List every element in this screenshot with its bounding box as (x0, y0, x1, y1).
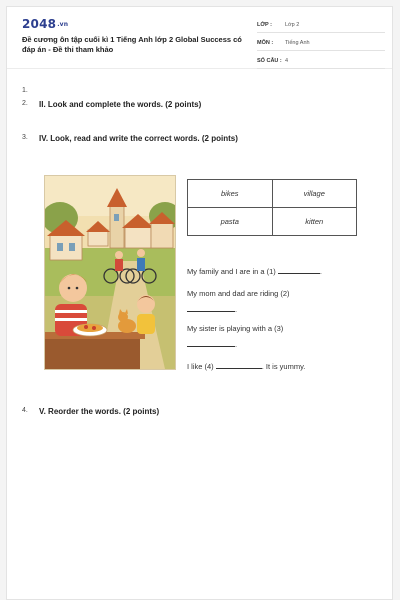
sentence-text: I like (4) (187, 362, 214, 371)
sentence-3-line (187, 338, 237, 349)
sentence-end: . (235, 305, 238, 314)
document-header (7, 7, 392, 69)
document-title: Đề cương ôn tập cuối kì 1 Tiếng Anh lớp 2 Global Success có đáp án - Đề thi tham khảo (22, 35, 242, 54)
sentence-3 (187, 324, 283, 333)
question-number: 1. (22, 87, 28, 94)
question-number: 4. (22, 407, 28, 414)
question-title: IV. Look, read and write the correct words. (2 points) (39, 134, 238, 143)
illustration-picture (44, 175, 176, 370)
question-number: 2. (22, 100, 28, 107)
sentence-1 (187, 265, 322, 276)
meta-value: 4 (285, 58, 289, 64)
meta-label: MÔN : (257, 40, 274, 46)
meta-value: Lớp 2 (285, 22, 300, 28)
village-family-illustration (45, 176, 175, 369)
logo-suffix: .vn (57, 21, 69, 28)
meta-value: Tiếng Anh (285, 40, 310, 46)
logo-main: 2048 (22, 17, 57, 31)
meta-row-class (257, 17, 385, 33)
sentence-2 (187, 289, 290, 298)
meta-label: SỐ CÂU : (257, 58, 282, 64)
meta-panel (257, 17, 385, 71)
sentence-text: My mom and dad are riding (2) (187, 289, 290, 298)
document-page (6, 6, 393, 600)
word-bank-row (188, 180, 357, 208)
meta-row-count (257, 53, 385, 69)
word-bank-row (188, 208, 357, 236)
sentence-end: . (319, 267, 322, 276)
meta-row-subject (257, 35, 385, 51)
meta-label: LỚP : (257, 22, 272, 28)
sentence-text: My sister is playing with a (3) (187, 324, 284, 333)
answer-blank-3[interactable] (187, 338, 238, 349)
sentence-text: My family and I are in a (1) (187, 267, 276, 276)
question-title: II. Look and complete the words. (2 points) (39, 100, 202, 109)
word-bank-cell: village (272, 180, 357, 208)
word-bank-cell: pasta (188, 208, 273, 236)
sentence-end: . (235, 340, 238, 349)
site-logo[interactable] (22, 17, 68, 31)
answer-blank-4[interactable] (216, 360, 262, 369)
answer-blank-2[interactable] (187, 303, 238, 314)
word-bank-cell: bikes (188, 180, 273, 208)
word-bank-table (187, 179, 357, 236)
question-number: 3. (22, 134, 28, 141)
sentence-end: . It is yummy. (261, 362, 306, 371)
sentence-2-line (187, 303, 237, 314)
word-bank-cell: kitten (272, 208, 357, 236)
question-title: V. Reorder the words. (2 points) (39, 407, 160, 416)
sentence-4 (187, 360, 305, 371)
answer-blank-1[interactable] (278, 265, 320, 274)
